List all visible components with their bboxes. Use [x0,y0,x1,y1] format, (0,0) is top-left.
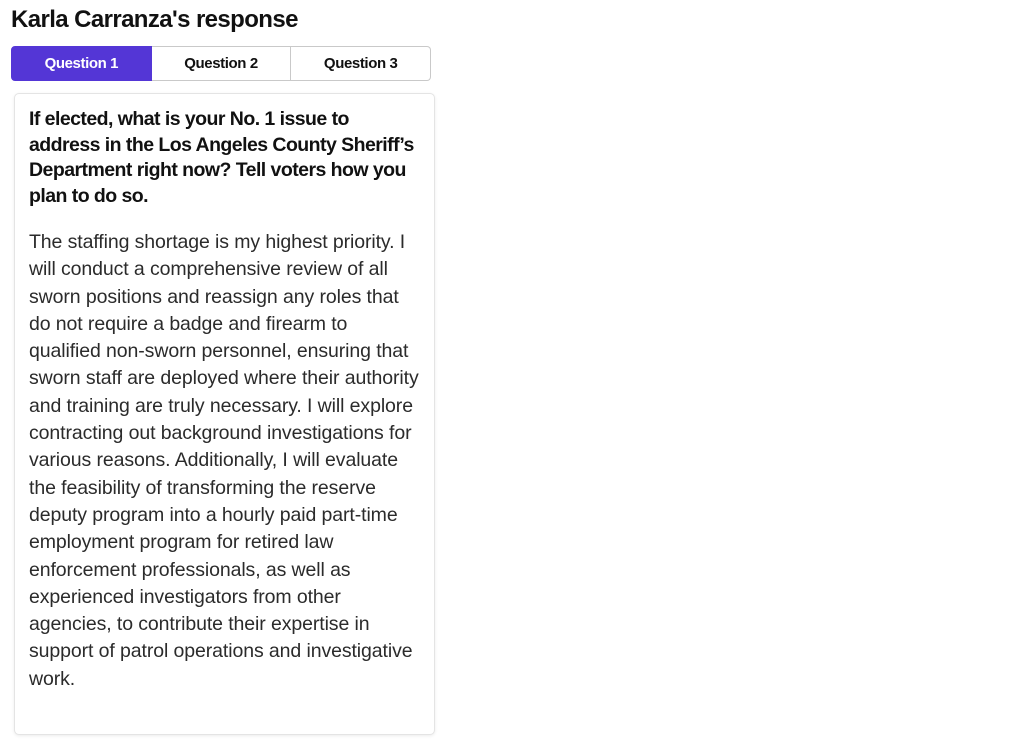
tab-question-1[interactable]: Question 1 [11,46,152,81]
tab-question-2[interactable]: Question 2 [152,46,292,81]
page-title: Karla Carranza's response [11,6,298,33]
tab-question-3[interactable]: Question 3 [291,46,431,81]
question-tabs [11,46,431,81]
question-text: If elected, what is your No. 1 issue to address in the Los Angeles County Sheriff’s Department right now? Tell voters how you plan to do so. [29,108,414,207]
answer-text: The staffing shortage is my highest priority. I will conduct a comprehensive review of all sworn positions and reassign any roles that do not require a badge and firearm to qualified non-sworn personnel, ensuring that sworn staff are deployed where their authority and training are truly necessary. I will explore contracting out background investigations for various reasons. Additionally, I will evaluate the feasibility of transforming the reserve deputy program into a hourly paid part-time employment program for retired law enforcement professionals, as well as experienced investigators from other agencies, to contribute their expertise in support of patrol operations and investigative work. [29,231,419,690]
response-card [14,93,435,735]
